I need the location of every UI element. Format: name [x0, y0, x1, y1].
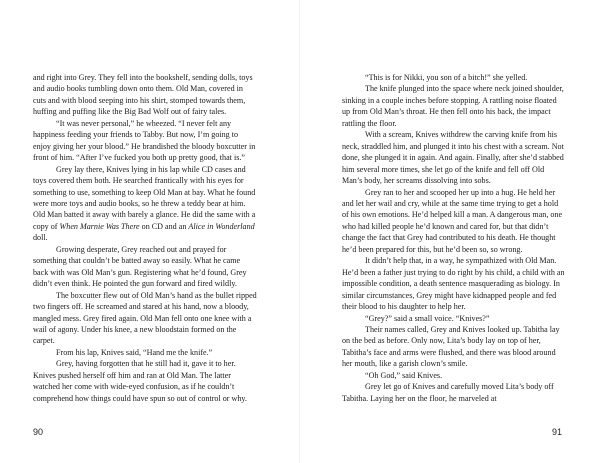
- paragraph: The knife plunged into the space where neck joined shoulder, sinking in a couple inches before stopping. A rattling noise floated up from Old Man’s throat. He then fell onto his back, the impact rattling the floor.: [342, 84, 564, 128]
- paragraph: “Oh God,” said Knives.: [365, 370, 443, 380]
- paragraph-text: on CD and an: [139, 221, 189, 231]
- paragraph: The boxcutter flew out of Old Man’s hand as the bullet ripped two fingers off. He screamed and stared at his hand, now a bloody, mangled mess. Grey fired again. Old Man fell onto one knee with a wail of agony. Under his knee, a new bloodstain formed on the carpet.: [33, 290, 257, 346]
- right-page-text: [342, 72, 566, 404]
- left-page-text: [33, 72, 257, 404]
- paragraph-text: doll.: [33, 233, 48, 243]
- paragraph: Their names called, Grey and Knives looked up. Tabitha lay on the bed as before. Only now, Lita’s body lay on top of her, Tabitha’s face and arms were flushed, and there was blood around her mouth, like a garish clown’s smile.: [342, 324, 560, 369]
- page-number: 91: [552, 427, 563, 437]
- paragraph: and right into Grey. They fell into the bookshelf, sending dolls, toys and audio books tumbling down onto them. Old Man, covered in cuts and with blood seeping into his shirt, stomped towards them, huffing and puffing like the Big Bad Wolf out of fairy tales.: [33, 73, 253, 117]
- book-title: Alice in Wonderland: [188, 221, 255, 231]
- paragraph-text: Grey lay there, Knives lying in his lap while CD cases and toys covered them both. He searched frantically with his eyes for something to use, something to keep Old Man at bay. What he found were more toys and audio books, so he threw a teddy bear at him. Old Man batted it away with barely a glance. He did the same with a copy of: [33, 164, 256, 231]
- paragraph: “Grey?” said a small voice. “Knives?”: [365, 313, 490, 323]
- paragraph: Grey, having forgotten that he still had it, gave it to her. Knives pushed herself off him and ran at Old Man. The latter watched her come with wide-eyed confusion, as if he couldn’t comprehend how things could have spun so out of control or why.: [33, 359, 247, 403]
- paragraph: From his lap, Knives said, “Hand me the knife.”: [56, 347, 213, 357]
- book-title: When Marnie Was There: [59, 221, 140, 231]
- page-number: 90: [33, 427, 44, 437]
- paragraph: With a scream, Knives withdrew the carving knife from his neck, straddled him, and plunged it into his chest with a scream. Not done, she plunged it in again. And again. Finally, after she’d stabbed him several more times, she let go of the knife and fell off Old Man’s body, her screams dissolving into sobs.: [342, 130, 564, 186]
- paragraph: Grey ran to her and scooped her up into a hug. He held her and let her wail and cry, while at the same time trying to get a hold of his own emotions. He’d helped kill a man. A dangerous man, one who had killed people he’d known and cared for, but that didn’t change the fact that Grey had contributed to his death. He thought he’d been prepared for this, but he’d been so, so wrong.: [342, 187, 563, 254]
- paragraph: It didn’t help that, in a way, he sympathized with Old Man. He’d been a father just trying to do right by his child, a child with an impossible condition, a death sentence masquerading as biology. In similar circumstances, Grey might have kidnapped people and fed their blood to his daughter to help her.: [342, 256, 565, 312]
- right-page: [300, 0, 600, 463]
- paragraph: [33, 164, 257, 244]
- paragraph: “This is for Nikki, you son of a bitch!” she yelled.: [365, 73, 528, 82]
- paragraph: Growing desperate, Grey reached out and prayed for something that couldn’t be batted away so easily. What he came back with was Old Man’s gun. Registering what he’d found, Grey didn’t even think. He pointed the gun forward and fired wildly.: [33, 244, 247, 289]
- paragraph: Grey let go of Knives and carefully moved Lita’s body off Tabitha. Laying her on the floor, he marveled at: [342, 382, 554, 403]
- paragraph: “It was never personal,” he wheezed. “I never felt any happiness feeding your friends to Tabby. But now, I’m going to enjoy giving her your blood.” He brandished the bloody boxcutter in front of him. “After I’ve fucked you both up pretty good, that is.”: [33, 118, 256, 163]
